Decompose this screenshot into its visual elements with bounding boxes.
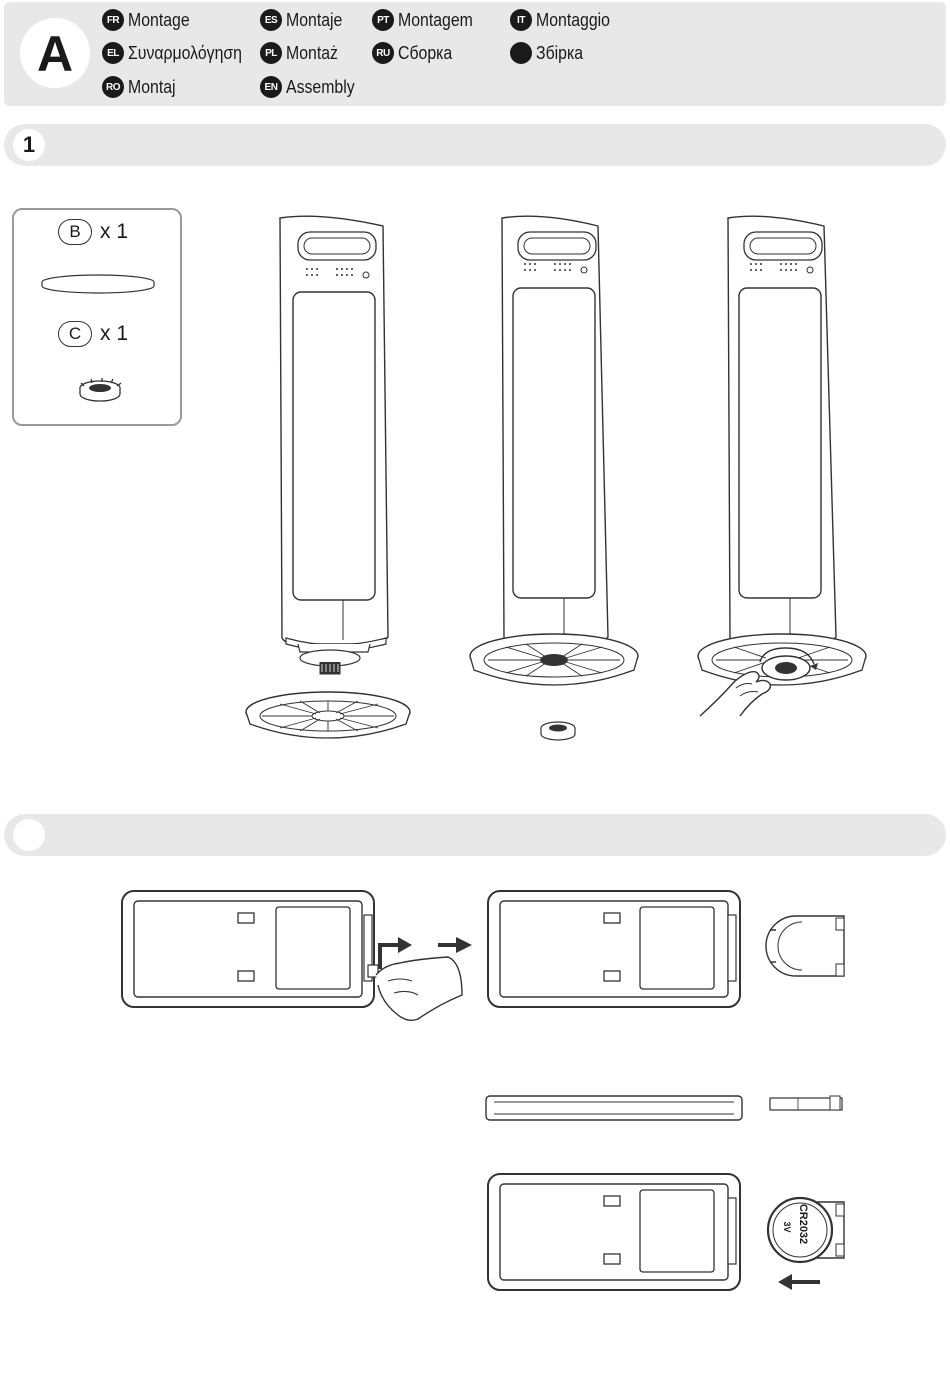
battery-voltage-label: 3V — [782, 1221, 792, 1233]
language-item-it — [510, 7, 620, 33]
step-number-badge — [13, 819, 45, 851]
remote-control-back-illustration — [484, 885, 744, 1015]
language-code-badge: FR — [102, 9, 124, 31]
language-item-es — [260, 7, 350, 33]
remote-control-open-illustration — [118, 885, 478, 1035]
locking-nut-illustration — [14, 210, 180, 424]
language-label: Συναρμολόγηση — [128, 42, 242, 63]
part-letter: C — [58, 321, 92, 347]
language-item-pl — [260, 40, 345, 66]
language-label: Montagem — [398, 9, 473, 30]
battery-tray-empty-illustration — [766, 910, 856, 990]
language-label: Збірка — [536, 42, 584, 63]
language-code-badge: EL — [102, 42, 124, 64]
part-letter: B — [58, 219, 92, 245]
remote-control-closed-illustration — [484, 1168, 744, 1298]
heater-tower-illustration-2 — [462, 212, 652, 752]
remote-control-side-illustration — [484, 1092, 746, 1126]
language-code-badge: RO — [102, 76, 124, 98]
language-code-badge: RU — [372, 42, 394, 64]
step-1-bar — [4, 124, 946, 166]
language-label: Assembly — [286, 76, 355, 97]
language-label: Montaggio — [536, 9, 610, 30]
language-label: Montaj — [128, 76, 176, 97]
language-item-el — [102, 40, 258, 66]
language-item-fr — [102, 7, 198, 33]
language-code-badge: PL — [260, 42, 282, 64]
part-quantity: x 1 — [100, 322, 129, 345]
language-item-en — [260, 74, 364, 100]
section-letter-badge — [20, 18, 90, 88]
language-code-badge: PT — [372, 9, 394, 31]
language-item-uk — [510, 40, 589, 66]
battery-model-label: CR2032 — [797, 1203, 809, 1245]
heater-tower-illustration-3 — [690, 212, 880, 752]
language-code-badge — [510, 42, 532, 64]
language-label: Montaje — [286, 9, 343, 30]
language-item-pt — [372, 7, 483, 33]
heater-tower-illustration-1 — [240, 212, 430, 752]
parts-list — [12, 208, 182, 426]
language-label: Montaż — [286, 42, 338, 63]
part-quantity: x 1 — [100, 220, 129, 243]
language-item-ro — [102, 74, 182, 100]
step-2-bar — [4, 814, 946, 856]
battery-tray-side-illustration — [768, 1094, 848, 1116]
section-letter: A — [36, 26, 74, 82]
battery-tray-with-battery-illustration — [762, 1196, 858, 1306]
language-label: Montage — [128, 9, 190, 30]
language-label: Сборка — [398, 42, 453, 63]
language-code-badge: ES — [260, 9, 282, 31]
step-number-badge: 1 — [13, 129, 45, 161]
language-code-badge: EN — [260, 76, 282, 98]
section-header — [4, 2, 946, 106]
language-item-ru — [372, 40, 460, 66]
language-code-badge: IT — [510, 9, 532, 31]
